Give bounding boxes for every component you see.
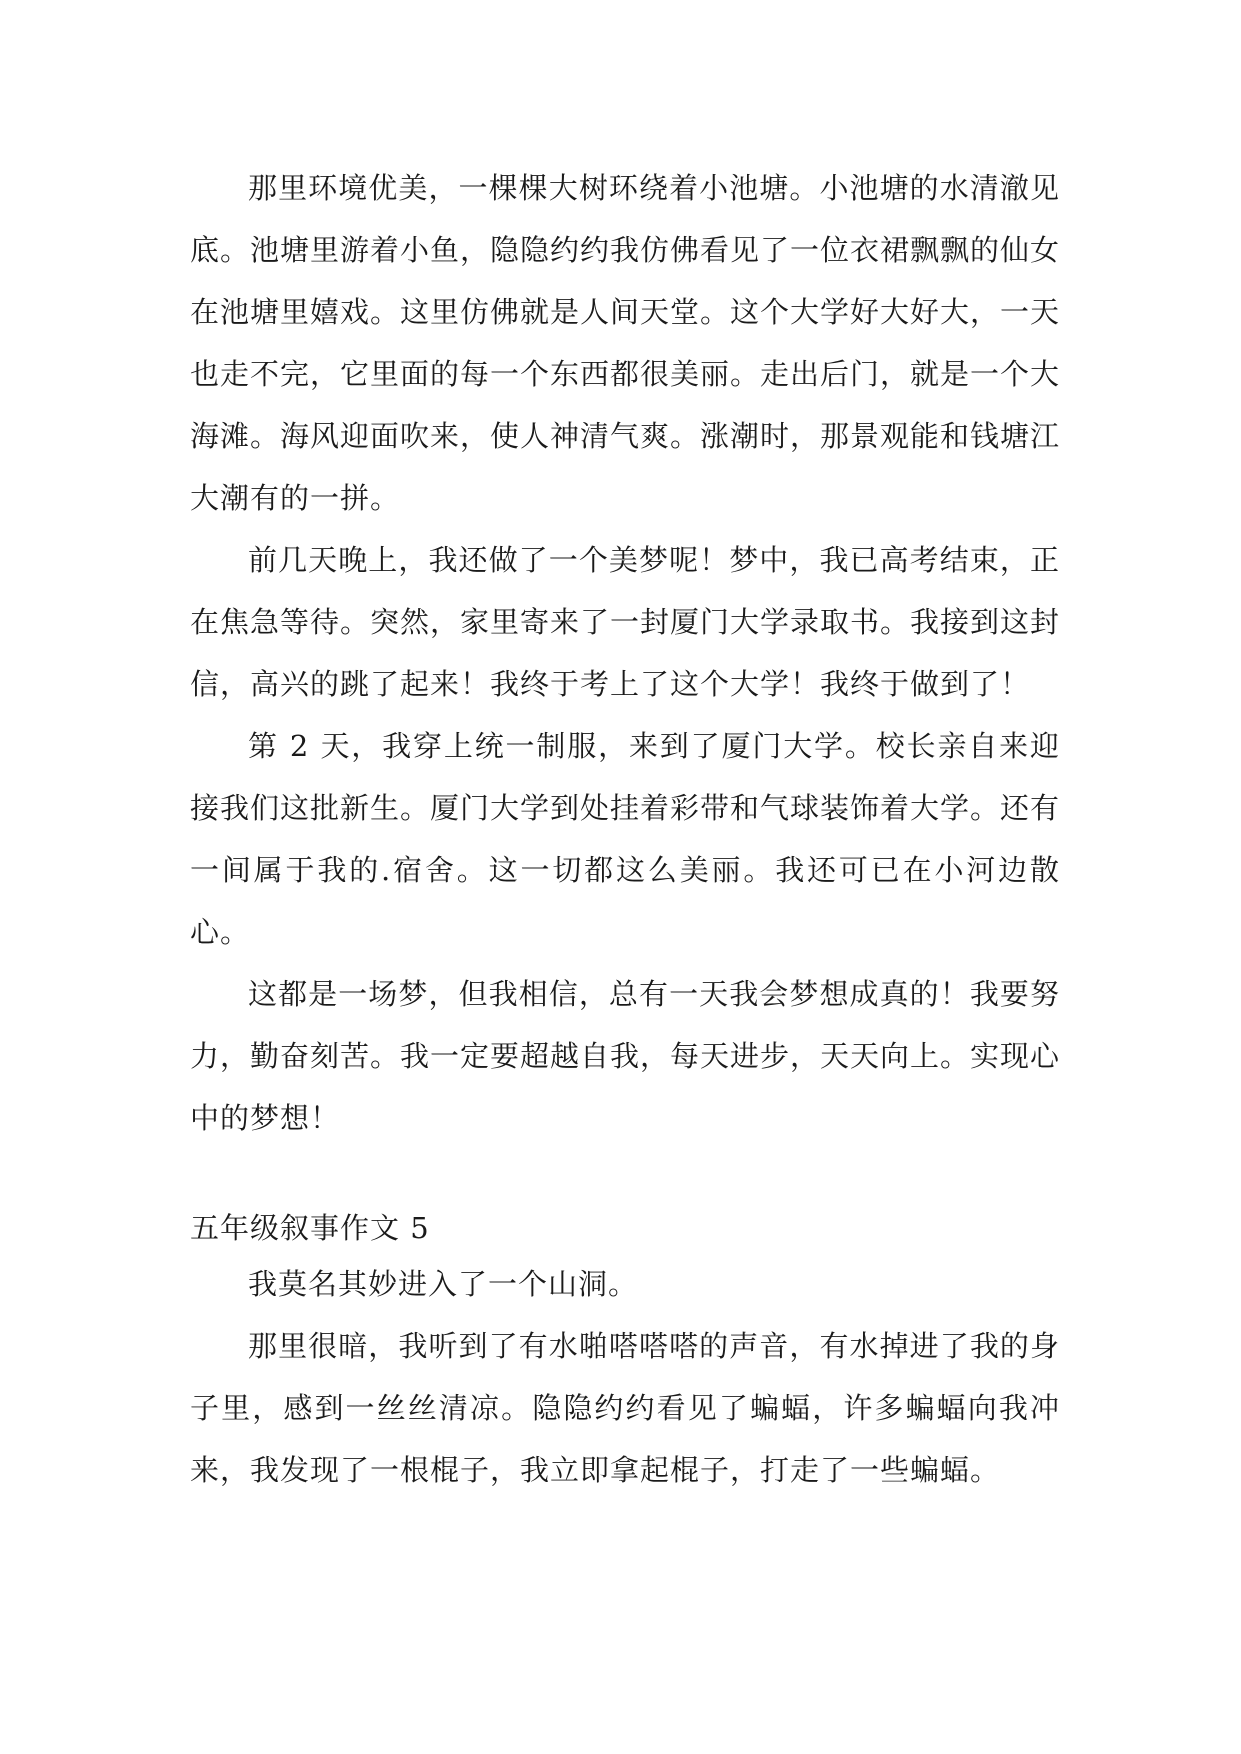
paragraph-cave-bats: 那里很暗，我听到了有水啪嗒嗒嗒的声音，有水掉进了我的身子里，感到一丝丝清凉。隐隐约约看见了蝙蝠，许多蝙蝠向我冲来，我发现了一根棍子，我立即拿起棍子，打走了一些蝙蝠。 xyxy=(190,1329,1060,1487)
section-title: 五年级叙事作文 5 xyxy=(190,1211,430,1245)
document-body xyxy=(190,157,1060,1501)
paragraph-dream: 前几天晚上，我还做了一个美梦呢！梦中，我已高考结束，正在焦急等待。突然，家里寄来了一封厦门大学录取书。我接到这封信，高兴的跳了起来！我终于考上了这个大学！我终于做到了！ xyxy=(190,543,1061,701)
paragraph-environment: 那里环境优美，一棵棵大树环绕着小池塘。小池塘的水清澈见底。池塘里游着小鱼，隐隐约约我仿佛看见了一位衣裙飘飘的仙女在池塘里嬉戏。这里仿佛就是人间天堂。这个大学好大好大，一天也走不完，它里面的每一个东西都很美丽。走出后门，就是一个大海滩。海风迎面吹来，使人神清气爽。涨潮时，那景观能和钱塘江大潮有的一拼。 xyxy=(190,171,1061,515)
paragraph-day-two: 第 2 天，我穿上统一制服，来到了厦门大学。校长亲自来迎接我们这批新生。厦门大学到处挂着彩带和气球装饰着大学。还有一间属于我的.宿舍。这一切都这么美丽。我还可已在小河边散心。 xyxy=(190,729,1061,949)
paragraph-conclusion: 这都是一场梦，但我相信，总有一天我会梦想成真的！我要努力，勤奋刻苦。我一定要超越自我，每天进步，天天向上。实现心中的梦想！ xyxy=(190,977,1061,1135)
paragraph-cave-intro: 我莫名其妙进入了一个山洞。 xyxy=(248,1267,639,1301)
